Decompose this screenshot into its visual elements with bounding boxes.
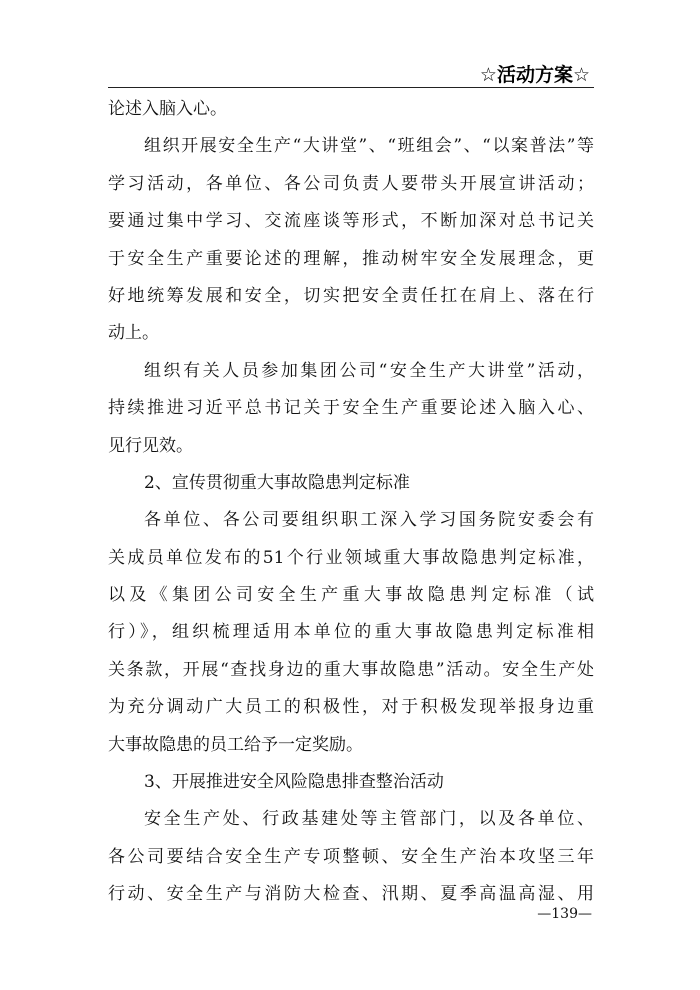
header-title: ☆活动方案☆ bbox=[479, 64, 590, 86]
paragraph-line: 行）》，组织梳理适用本单位的重大事故隐患判定标准相 bbox=[108, 622, 594, 643]
page-number: —139— bbox=[537, 906, 592, 922]
paragraph-line: 组织有关人员参加集团公司“安全生产大讲堂”活动， bbox=[144, 360, 594, 381]
paragraph-line: 持续推进习近平总书记关于安全生产重要论述入脑入心、 bbox=[108, 398, 594, 419]
paragraph-line: 要通过集中学习、交流座谈等形式，不断加深对总书记关 bbox=[108, 211, 594, 232]
header-divider bbox=[108, 87, 594, 88]
paragraph-line: 见行见效。 bbox=[108, 435, 193, 456]
paragraph-line: 各单位、各公司要组织职工深入学习国务院安委会有 bbox=[144, 510, 594, 531]
paragraph-line: 行动、安全生产与消防大检查、汛期、夏季高温高湿、用 bbox=[108, 884, 594, 905]
section-heading: 2、宣传贯彻重大事故隐患判定标准 bbox=[144, 472, 410, 493]
paragraph-line: 组织开展安全生产“大讲堂”、“班组会”、“以案普法”等 bbox=[144, 136, 594, 157]
paragraph-line: 安全生产处、行政基建处等主管部门，以及各单位、 bbox=[144, 809, 594, 830]
paragraph-line: 学习活动，各单位、各公司负责人要带头开展宣讲活动； bbox=[108, 173, 594, 194]
body-text bbox=[108, 91, 594, 914]
paragraph-line: 关成员单位发布的51个行业领域重大事故隐患判定标准， bbox=[108, 547, 594, 568]
paragraph-line: 论述入脑入心。 bbox=[108, 99, 227, 119]
paragraph-line: 动上。 bbox=[108, 323, 159, 344]
section-heading: 3、开展推进安全风险隐患排查整治活动 bbox=[144, 772, 444, 793]
paragraph-line: 为充分调动广大员工的积极性，对于积极发现举报身边重 bbox=[108, 697, 594, 718]
paragraph-line: 各公司要结合安全生产专项整顿、安全生产治本攻坚三年 bbox=[108, 846, 594, 867]
paragraph-line: 于安全生产重要论述的理解，推动树牢安全发展理念，更 bbox=[108, 248, 594, 269]
paragraph-line: 好地统筹发展和安全，切实把安全责任扛在肩上、落在行 bbox=[108, 285, 594, 306]
paragraph-line: 大事故隐患的员工给予一定奖励。 bbox=[108, 734, 363, 755]
paragraph-line: 关条款，开展“查找身边的重大事故隐患”活动。安全生产处 bbox=[108, 659, 594, 680]
paragraph-line: 以及《集团公司安全生产重大事故隐患判定标准（试 bbox=[108, 585, 594, 606]
